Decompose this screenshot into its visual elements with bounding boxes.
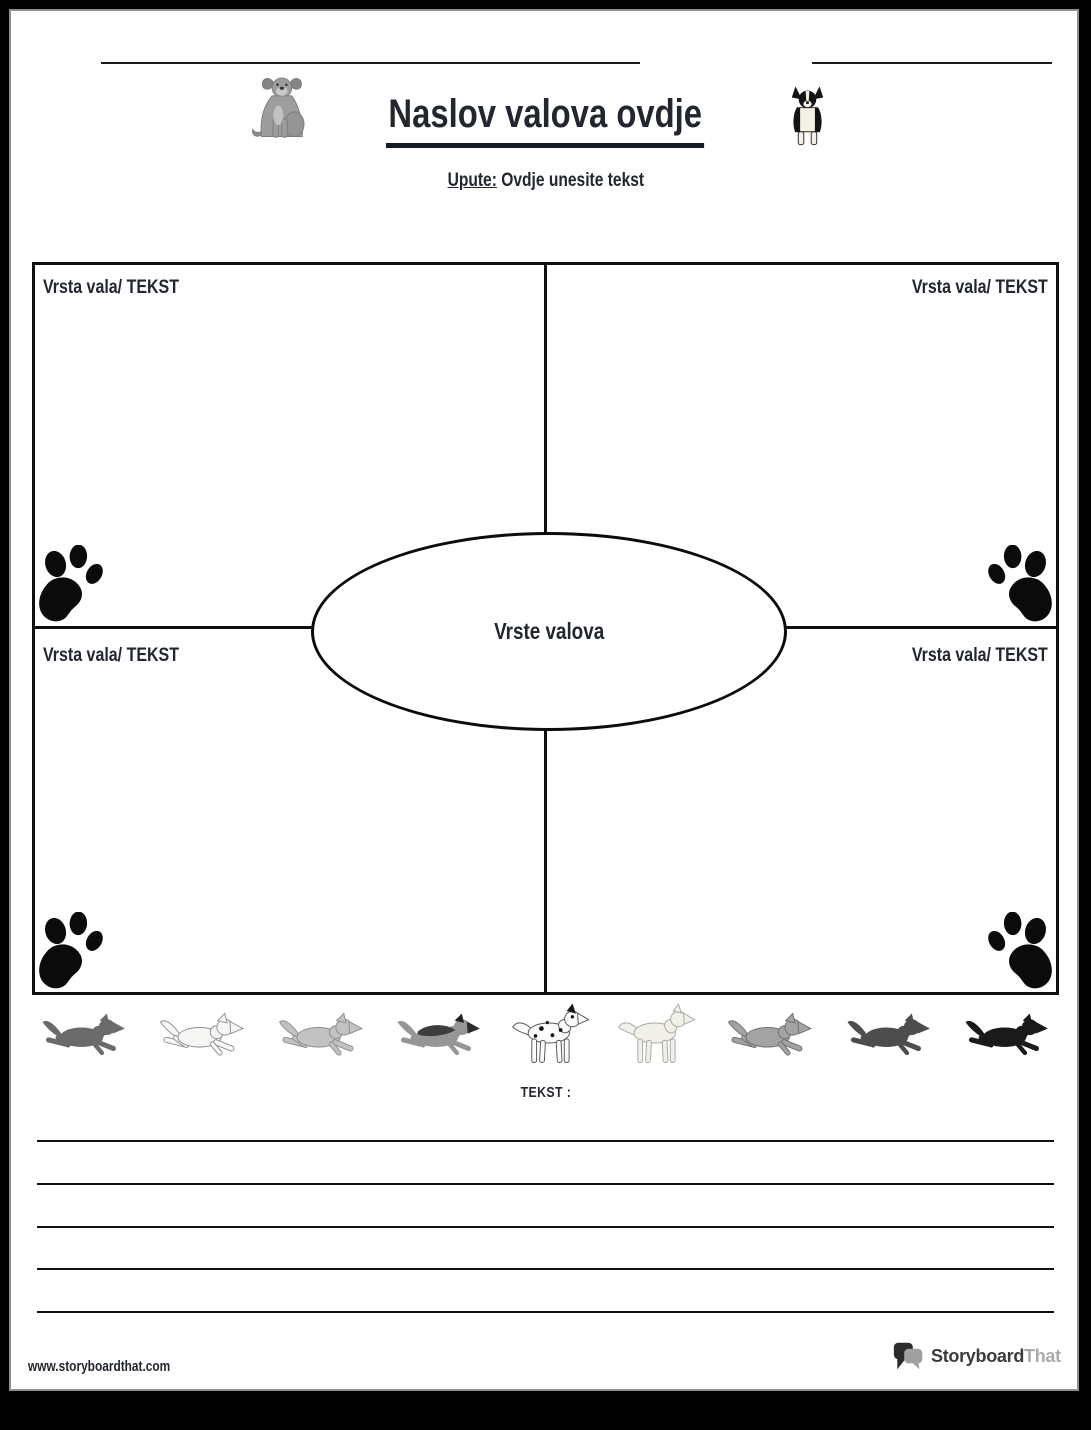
writing-line[interactable] xyxy=(37,1268,1054,1270)
paw-print-icon xyxy=(986,912,1056,991)
quadrant-label-top-right[interactable]: Vrsta vala/ TEKST xyxy=(912,276,1048,298)
instructions-row xyxy=(0,170,1091,192)
instructions-text[interactable]: Ovdje unesite tekst xyxy=(500,170,644,191)
schnauzer-leaping-icon xyxy=(838,1012,938,1064)
notes-label[interactable]: TEKST : xyxy=(520,1084,571,1101)
dachshund-running-icon xyxy=(33,1012,133,1064)
center-ellipse[interactable] xyxy=(311,532,787,731)
top-rule-right xyxy=(812,62,1052,64)
quadrant-label-bottom-right[interactable]: Vrsta vala/ TEKST xyxy=(912,644,1048,666)
black-lab-running-icon xyxy=(956,1012,1056,1064)
quadrant-label-top-left[interactable]: Vrsta vala/ TEKST xyxy=(43,276,179,298)
quadrant-label-bottom-left[interactable]: Vrsta vala/ TEKST xyxy=(43,644,179,666)
gray-lab-running-icon xyxy=(270,1012,370,1064)
speech-bubbles-icon xyxy=(893,1340,924,1373)
title-row xyxy=(0,92,1091,148)
retriever-standing-icon xyxy=(613,1002,701,1064)
logo-text-primary: Storyboard xyxy=(931,1346,1025,1366)
notes-label-row xyxy=(0,1084,1091,1102)
paw-print-icon xyxy=(35,545,105,624)
logo-text-secondary: That xyxy=(1024,1346,1061,1366)
dalmatian-standing-icon xyxy=(507,1002,595,1064)
top-rule-left xyxy=(101,62,640,64)
paw-print-icon xyxy=(35,912,105,991)
instructions-label[interactable]: Upute: xyxy=(447,170,497,191)
storyboardthat-logo xyxy=(893,1340,1061,1373)
writing-line[interactable] xyxy=(37,1226,1054,1228)
white-bulldog-running-icon xyxy=(151,1012,251,1064)
paw-print-icon xyxy=(986,545,1056,624)
writing-line[interactable] xyxy=(37,1140,1054,1142)
gray-bulldog-running-icon xyxy=(719,1012,819,1064)
center-label[interactable]: Vrste valova xyxy=(493,618,605,644)
footer-url: www.storyboardthat.com xyxy=(28,1359,171,1375)
writing-line[interactable] xyxy=(37,1183,1054,1185)
page-title[interactable]: Naslov valova ovdje xyxy=(386,92,704,148)
dog-parade-row xyxy=(33,1000,1056,1064)
writing-line[interactable] xyxy=(37,1311,1054,1313)
german-shepherd-running-icon xyxy=(388,1012,488,1064)
